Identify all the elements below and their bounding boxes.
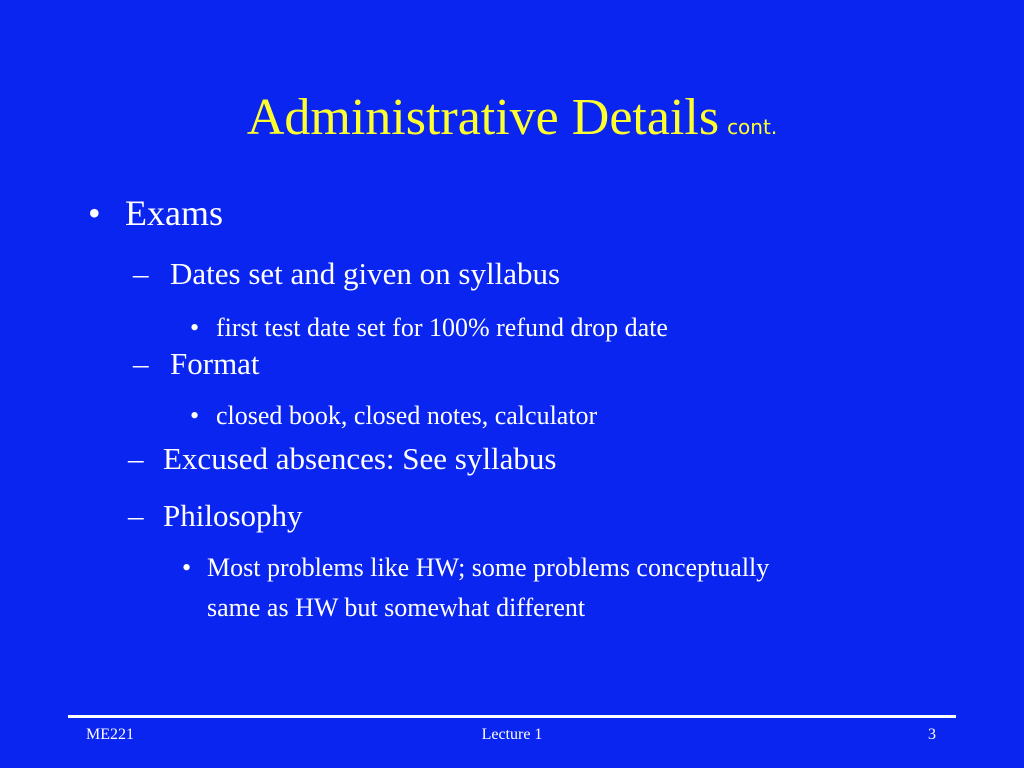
bullet-text: closed book, closed notes, calculator	[216, 401, 598, 430]
bullet-text: same as HW but somewhat different	[207, 593, 586, 622]
bullet-text: Excused absences: See syllabus	[163, 441, 557, 476]
dash-marker: –	[133, 256, 149, 291]
footer-page-number: 3	[928, 726, 936, 743]
bullet-text: Exams	[125, 193, 223, 233]
bullet-dates	[133, 256, 560, 292]
title-suffix: cont.	[727, 115, 778, 139]
title-text: Administrative Details	[246, 89, 720, 146]
bullet-first-test	[190, 313, 668, 343]
dash-marker: –	[133, 346, 149, 381]
bullet-most-problems	[182, 553, 769, 583]
footer-lecture: Lecture 1	[481, 726, 543, 743]
bullet-marker: •	[190, 401, 200, 430]
bullet-marker: •	[88, 193, 101, 233]
bullet-text: Most problems like HW; some problems conceptually	[207, 553, 770, 582]
bullet-most-problems-continued	[207, 593, 585, 623]
bullet-exams	[88, 192, 223, 234]
dash-marker: –	[128, 498, 144, 533]
bullet-text: Format	[170, 346, 260, 381]
bullet-philosophy	[128, 498, 303, 534]
bullet-excused	[128, 441, 556, 477]
bullet-text: first test date set for 100% refund drop date	[216, 313, 668, 342]
slide-title	[0, 88, 1024, 147]
bullet-marker: •	[190, 313, 200, 342]
bullet-closed-book	[190, 401, 597, 431]
footer-course: ME221	[86, 726, 134, 743]
bullet-text: Dates set and given on syllabus	[170, 256, 561, 291]
dash-marker: –	[128, 441, 144, 476]
footer-divider	[68, 715, 956, 718]
bullet-text: Philosophy	[163, 498, 303, 533]
bullet-format	[133, 346, 260, 382]
bullet-marker: •	[182, 553, 192, 582]
